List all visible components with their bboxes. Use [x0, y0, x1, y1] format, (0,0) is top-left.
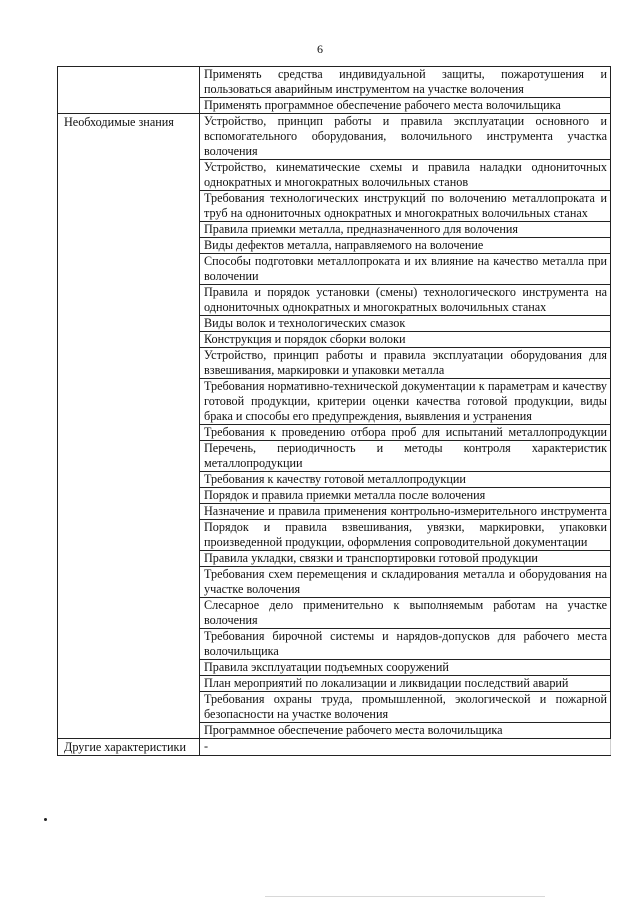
table-row	[58, 114, 611, 160]
table-row	[58, 739, 611, 756]
knowledge-item: План мероприятий по локализации и ликвидации последствий аварий	[200, 676, 611, 692]
knowledge-item: Требования технологических инструкций по волочению металлопроката и труб на однониточных однократных и многократных волочильных станах	[200, 191, 611, 222]
knowledge-item: Требования бирочной системы и нарядов-допусков для рабочего места волочильщика	[200, 629, 611, 660]
knowledge-item: Правила и порядок установки (смены) технологического инструмента на однониточных однократных и многократных волочильных станах	[200, 285, 611, 316]
knowledge-item: Способы подготовки металлопроката и их влияние на качество металла при волочении	[200, 254, 611, 285]
knowledge-item: Требования к качеству готовой металлопродукции	[200, 472, 611, 488]
empty-label-cell	[58, 67, 200, 114]
knowledge-item: Программное обеспечение рабочего места волочильщика	[200, 723, 611, 739]
knowledge-item: Устройство, принцип работы и правила эксплуатации основного и вспомогательного оборудования, волочильного инструмента участка волочения	[200, 114, 611, 160]
scan-dot	[44, 818, 47, 821]
scan-edge-line	[265, 896, 545, 897]
knowledge-item: Правила приемки металла, предназначенного для волочения	[200, 222, 611, 238]
knowledge-item: Виды волок и технологических смазок	[200, 316, 611, 332]
knowledge-item: Устройство, кинематические схемы и правила наладки однониточных однократных и многократных волочильных станов	[200, 160, 611, 191]
knowledge-item: Конструкция и порядок сборки волоки	[200, 332, 611, 348]
table-row	[58, 67, 611, 98]
knowledge-item: Порядок и правила приемки металла после волочения	[200, 488, 611, 504]
knowledge-table	[57, 66, 611, 756]
knowledge-item: Правила эксплуатации подъемных сооружений	[200, 660, 611, 676]
knowledge-item: Требования нормативно-технической документации к параметрам и качеству готовой продукции, критерии оценки качества готовой продукции, виды брака и способы его предупреждения, выявления и устранения	[200, 379, 611, 425]
knowledge-item: Виды дефектов металла, направляемого на волочение	[200, 238, 611, 254]
knowledge-item: Назначение и правила применения контрольно-измерительного инструмента	[200, 504, 611, 520]
knowledge-item: Требования охраны труда, промышленной, экологической и пожарной безопасности на участке волочения	[200, 692, 611, 723]
other-characteristics-label: Другие характеристики	[58, 739, 200, 756]
knowledge-item: Порядок и правила взвешивания, увязки, маркировки, упаковки произведенной продукции, оформления сопроводительной документации	[200, 520, 611, 551]
knowledge-item: Требования схем перемещения и складирования металла и оборудования на участке волочения	[200, 567, 611, 598]
knowledge-label: Необходимые знания	[58, 114, 200, 739]
knowledge-item: Устройство, принцип работы и правила эксплуатации оборудования для взвешивания, маркировки и упаковки металла	[200, 348, 611, 379]
knowledge-item: Перечень, периодичность и методы контроля характеристик металлопродукции	[200, 441, 611, 472]
knowledge-item: Требования к проведению отбора проб для испытаний металлопродукции	[200, 425, 611, 441]
skill-item: Применять программное обеспечение рабочего места волочильщика	[200, 98, 611, 114]
other-characteristics-value: -	[200, 739, 611, 756]
page-number: 6	[317, 42, 323, 56]
skill-item: Применять средства индивидуальной защиты, пожаротушения и пользоваться аварийным инструментом на участке волочения	[200, 67, 611, 98]
knowledge-item: Слесарное дело применительно к выполняемым работам на участке волочения	[200, 598, 611, 629]
knowledge-item: Правила укладки, связки и транспортировки готовой продукции	[200, 551, 611, 567]
